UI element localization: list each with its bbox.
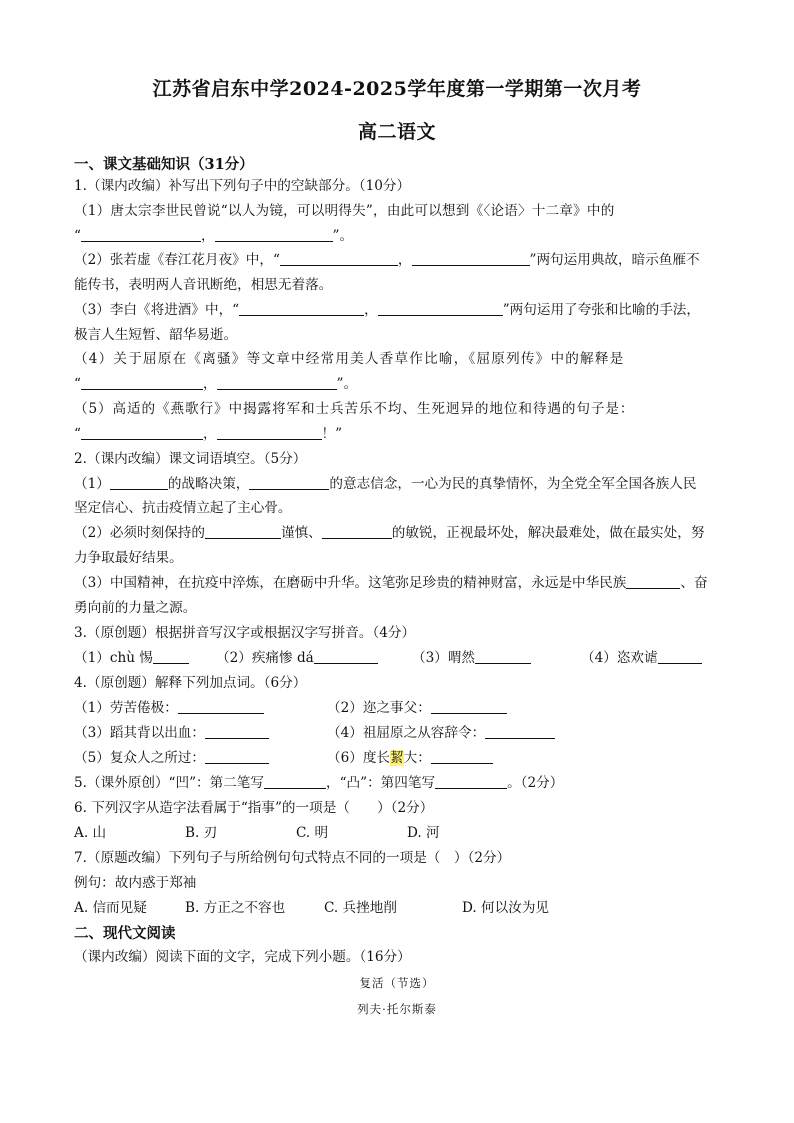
q4-item-6 [327,748,493,768]
q2-stem: 2.（课内改编）课文词语填空。（5分） [74,451,307,467]
q2-p1-line1 [74,474,724,494]
q7-example: 例句：故内惑于郑袖 [74,875,197,891]
answer-blank[interactable] [110,475,168,490]
q2-p2-post: 的敏锐，正视最坏处，解决最难处，做在最实处，努 [391,525,705,541]
q3-item-1 [74,648,189,668]
q3-item-4-text: （4）恣欢谑 [581,650,658,666]
q1-p2-line2: 能传书，表明两人音讯断绝，相思无着落。 [74,277,333,293]
q4-item-5-text: （5）复众人之所过： [74,750,205,766]
answer-blank[interactable] [412,251,530,266]
comma: ， [202,376,217,392]
q3-item-1-text: （1）chù 惕 [74,650,153,666]
highlighted-char: 絜 [390,750,404,766]
answer-blank[interactable] [431,699,507,714]
q4-item-3-text: （3）蹈其背以出血： [74,725,205,741]
q1-p3-line1 [74,300,724,320]
comma: ， [364,302,378,318]
q5-post: 。（2分） [507,775,564,791]
q4-item-1-text: （1）劳苦倦极： [74,700,178,716]
q1-p5-line2 [74,424,724,444]
q4-item-6-post: 大： [403,750,431,766]
answer-blank[interactable] [658,649,702,664]
answer-blank[interactable] [435,774,507,789]
q1-p3-post: ”两句运用了夸张和比喻的手法， [502,302,700,318]
answer-blank[interactable] [205,749,269,764]
q1-p2-line1 [74,250,724,270]
q1-p1-line2 [74,226,724,246]
q2-p3-line1 [74,573,724,593]
answer-blank[interactable] [217,375,337,390]
q7-option-b[interactable]: B. 方正之不容也 [185,900,286,916]
q2-p3-pre: （3）中国精神，在抗疫中淬炼，在磨砺中升华。这笔弥足珍贵的精神财富，永远是中华民族 [74,575,627,591]
q5-pre: 5.（课外原创）“凹”：第二笔写 [74,775,264,791]
q7-option-c[interactable]: C. 兵挫地削 [324,900,397,916]
q2-p1-pre: （1） [74,476,110,492]
q7-option-d[interactable]: D. 何以汝为见 [462,900,550,916]
answer-blank[interactable] [178,699,264,714]
q1-p1-line1: （1）唐太宗李世民曾说“以人为镜，可以明得失”，由此可以想到《〈论语〉十二章》中的 [74,203,615,219]
answer-blank[interactable] [626,574,680,589]
quote-close: ”。 [332,228,354,244]
comma: ， [397,252,412,268]
answer-blank[interactable] [81,227,201,242]
q1-p5-line1: （5）高适的《燕歌行》中揭露将军和士兵苦乐不均、生死迥异的地位和待遇的句子是： [74,401,635,417]
section2-intro: （课内改编）阅读下面的文字，完成下列小题。（16分） [74,949,411,965]
q5-mid: ，“凸”：第四笔写 [326,775,436,791]
q3-stem: 3.（原创题）根据拼音写汉字或根据汉字写拼音。（4分） [74,625,416,641]
q6-option-a[interactable]: A. 山 [74,825,107,841]
quote-open: “ [74,376,81,392]
q4-item-4-text: （4）祖屈原之从容辞令： [327,725,486,741]
exam-title: 江苏省启东中学2024-2025学年度第一学期第一次月考 [152,78,642,100]
answer-blank[interactable] [378,301,503,316]
q2-p2-line2: 力争取最好结果。 [74,550,183,566]
section-heading-1: 一、课文基础知识（31分） [74,156,254,173]
q1-p2-post: ”两句运用典故，暗示鱼雁不 [529,252,700,268]
q5-line [74,773,724,793]
section-heading-2: 二、现代文阅读 [74,925,176,942]
q1-p2-pre: （2）张若虚《春江花月夜》中，“ [74,252,280,268]
q2-p1-line2: 坚定信心、抗击疫情立起了主心骨。 [74,500,292,516]
q1-p4-line2 [74,374,724,394]
q6-option-d[interactable]: D. 河 [407,825,440,841]
q4-item-4 [327,723,555,743]
q2-p3-post: 、奋 [680,575,708,591]
q7-stem: 7.（原题改编）下列句子与所给例句句式特点不同的一项是（ ）（2分） [74,850,511,866]
q4-item-2-text: （2）迩之事父： [327,700,431,716]
q3-item-3-text: （3）喟然 [412,650,476,666]
comma: ， [200,228,215,244]
answer-blank[interactable] [81,425,203,440]
q2-p1-mid2: 的意志信念，一心为民的真挚情怀，为全党全军全国各族人民 [329,476,697,492]
answer-blank[interactable] [475,649,531,664]
quote-close: ”。 [336,376,358,392]
quote-close: ！” [321,426,343,442]
q6-stem: 6. 下列汉字从造字法看属于“指事”的一项是（ ）（2分） [74,800,434,816]
q2-p1-mid1: 的战略决策， [167,476,250,492]
q2-p2-pre: （2）必须时刻保持的 [74,525,205,541]
passage-title: 复活（节选） [359,976,435,990]
answer-blank[interactable] [239,301,364,316]
answer-blank[interactable] [205,724,269,739]
q7-option-a[interactable]: A. 信而见疑 [74,900,147,916]
answer-blank[interactable] [217,425,322,440]
answer-blank[interactable] [322,524,392,539]
q4-item-2 [327,698,507,718]
q3-item-4 [581,648,702,668]
q4-stem: 4.（原创题）解释下列加点词。（6分） [74,675,307,691]
q4-item-6-text: （6）度长 [327,750,391,766]
q3-item-3 [412,648,531,668]
quote-open: “ [74,228,81,244]
answer-blank[interactable] [264,774,326,789]
quote-open: “ [74,426,81,442]
q2-p2-line1 [74,523,724,543]
answer-blank[interactable] [81,375,203,390]
q4-item-3 [74,723,269,743]
q3-item-2-text: （2）疾痛惨 dá [216,650,314,666]
answer-blank[interactable] [431,749,493,764]
answer-blank[interactable] [215,227,333,242]
q2-p3-line2: 勇向前的力量之源。 [74,600,197,616]
subject-title: 高二语文 [357,121,436,143]
q1-stem: 1.（课内改编）补写出下列句子中的空缺部分。（10分） [74,178,411,194]
q6-option-b[interactable]: B. 刃 [185,825,218,841]
answer-blank[interactable] [153,649,189,664]
q1-p4-line1: （4）关于屈原在《离骚》等文章中经常用美人香草作比喻，《屈原列传》中的解释是 [74,351,625,367]
q1-p3-line2: 极言人生短暂、韶华易逝。 [74,327,238,343]
answer-blank[interactable] [485,724,555,739]
answer-blank[interactable] [249,475,329,490]
passage-author: 列夫·托尔斯泰 [357,1002,437,1016]
q1-p3-pre: （3）李白《将进酒》中，“ [74,302,240,318]
q4-item-1 [74,698,264,718]
answer-blank[interactable] [314,649,378,664]
q3-item-2 [216,648,378,668]
answer-blank[interactable] [280,251,398,266]
q6-option-c[interactable]: C. 明 [296,825,329,841]
comma: ， [202,426,217,442]
answer-blank[interactable] [205,524,281,539]
q2-p2-mid: 谨慎、 [281,525,322,541]
q4-item-5 [74,748,269,768]
